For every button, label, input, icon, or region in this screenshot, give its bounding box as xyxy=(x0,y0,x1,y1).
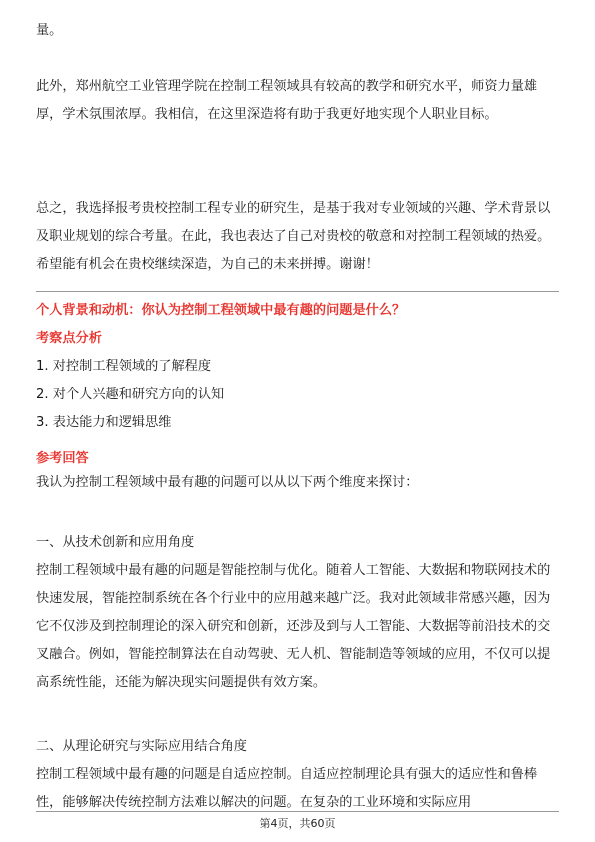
divider-footer xyxy=(36,811,559,812)
analysis-point-1: 1. 对控制工程领域的了解程度 xyxy=(36,359,212,374)
section1-heading: 一、从技术创新和应用角度 xyxy=(36,535,195,550)
answer-intro: 我认为控制工程领域中最有趣的问题可以从以下两个维度来探讨： xyxy=(36,475,419,490)
paragraph-conclusion: 总之，我选择报考贵校控制工程专业的研究生，是基于我对专业领域的兴趣、学术背景以及职业规划的综合考量。在此，我也表达了自己对贵校的敬意和对控制工程领域的热爱。希望能有机会在贵校继续深造，为自己的未来拼搏。谢谢！ xyxy=(36,201,551,272)
paragraph-continuation: 量。 xyxy=(36,23,63,38)
analysis-point-3: 3. 表达能力和逻辑思维 xyxy=(36,415,172,430)
answer-heading: 参考回答 xyxy=(36,451,89,466)
divider-top xyxy=(36,291,559,292)
analysis-point-2: 2. 对个人兴趣和研究方向的认知 xyxy=(36,387,225,402)
question-title: 个人背景和动机：你认为控制工程领域中最有趣的问题是什么？ xyxy=(36,303,406,318)
section1-body: 控制工程领域中最有趣的问题是智能控制与优化。随着人工智能、大数据和物联网技术的快速发展，智能控制系统在各个行业中的应用越来越广泛。我对此领域非常感兴趣，因为它不仅涉及到控制理论的深入研究和创新，还涉及到与人工智能、大数据等前沿技术的交叉融合。例如，智能控制算法在自动驾驶、无人机、智能制造等领域的应用，不仅可以提高系统性能，还能为解决现实问题提供有效方案。 xyxy=(36,563,551,690)
analysis-heading: 考察点分析 xyxy=(36,331,102,346)
page-number: 第4页，共60页 xyxy=(259,817,336,830)
section2-body: 控制工程领域中最有趣的问题是自适应控制。自适应控制理论具有强大的适应性和鲁棒性，能够解决传统控制方法难以解决的问题。在复杂的工业环境和实际应用 xyxy=(36,767,538,810)
paragraph-school-strengths: 此外，郑州航空工业管理学院在控制工程领域具有较高的教学和研究水平，师资力量雄厚，学术氛围浓厚。我相信，在这里深造将有助于我更好地实现个人职业目标。 xyxy=(36,79,538,122)
section2-heading: 二、从理论研究与实际应用结合角度 xyxy=(36,739,247,754)
